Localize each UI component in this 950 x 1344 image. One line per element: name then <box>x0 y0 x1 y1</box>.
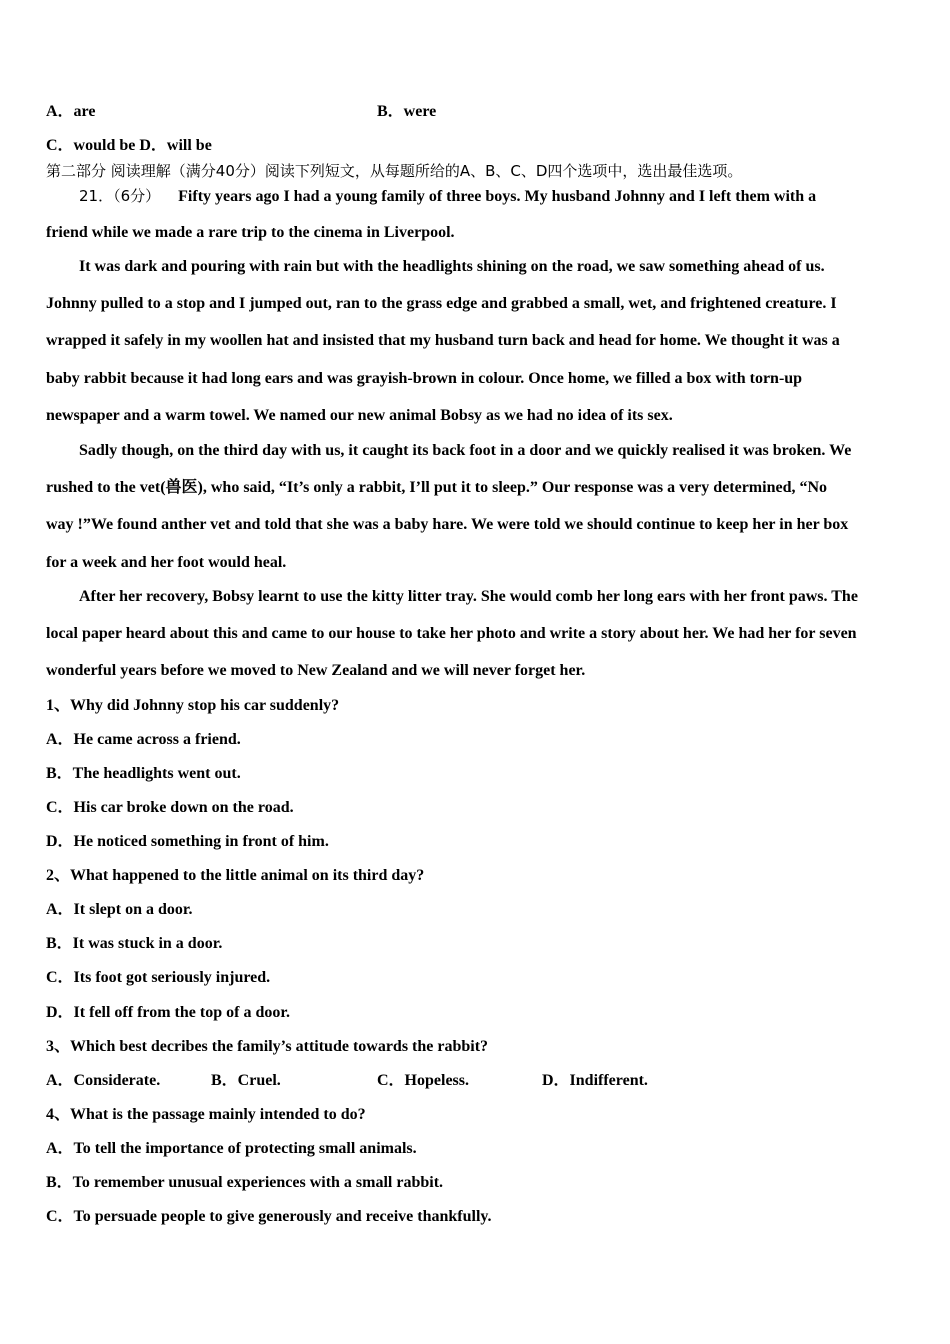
passage-paragraph-1-line-2: friend while we made a rare trip to the cinema in Liverpool. <box>46 224 455 241</box>
question-2-option-c: C．Its foot got seriously injured. <box>46 969 271 986</box>
question-3-stem: 3、Which best decribes the family’s attitude towards the rabbit? <box>46 1038 489 1055</box>
question-2-stem: 2、What happened to the little animal on its third day? <box>46 867 425 884</box>
passage-paragraph-2-line-2: Johnny pulled to a stop and I jumped out, ran to the grass edge and grabbed a small, wet, and frightened creature. I <box>46 295 837 312</box>
passage-paragraph-2-line-1: It was dark and pouring with rain but with the headlights shining on the road, we saw something ahead of us. <box>79 258 825 275</box>
question-1-option-d: D．He noticed something in front of him. <box>46 833 329 850</box>
passage-paragraph-2-line-4: baby rabbit because it had long ears and was grayish-brown in colour. Once home, we filled a box with torn-up <box>46 370 803 387</box>
passage-paragraph-3-line-3: way !”We found anther vet and told that she was a baby hare. We were told we should continue to keep her in her box <box>46 516 849 533</box>
passage-paragraph-4-line-2: local paper heard about this and came to our house to take her photo and write a story about her. We had her for seven <box>46 625 857 642</box>
question-2-option-b: B．It was stuck in a door. <box>46 935 223 952</box>
passage-paragraph-4-line-1: After her recovery, Bobsy learnt to use the kitty litter tray. She would comb her long ears with her front paws. The <box>79 588 858 605</box>
question-4-option-c: C．To persuade people to give generously and receive thankfully. <box>46 1208 492 1225</box>
question-3-option-c: C．Hopeless. <box>377 1072 470 1089</box>
passage-paragraph-3-line-2: rushed to the vet(兽医), who said, “It’s only a rabbit, I’ll put it to sleep.” Our response was a very determined, “No <box>46 479 828 496</box>
question-1-option-c: C．His car broke down on the road. <box>46 799 294 816</box>
passage-paragraph-3-line-1: Sadly though, on the third day with us, it caught its back foot in a door and we quickly realised it was broken. We <box>79 442 852 459</box>
question-4-stem: 4、What is the passage mainly intended to do? <box>46 1106 366 1123</box>
passage-paragraph-1-line-1 <box>46 186 904 207</box>
question-1-option-b: B．The headlights went out. <box>46 765 241 782</box>
question-4-option-b: B．To remember unusual experiences with a small rabbit. <box>46 1174 444 1191</box>
question-4-option-a: A．To tell the importance of protecting small animals. <box>46 1140 417 1157</box>
question-1-option-a: A．He came across a friend. <box>46 731 241 748</box>
passage-paragraph-2-line-5: newspaper and a warm towel. We named our new animal Bobsy as we had no idea of its sex. <box>46 407 673 424</box>
option-cd: C．would be D．will be <box>46 137 212 154</box>
option-a-are: A．are <box>46 103 96 120</box>
passage-paragraph-3-line-4: for a week and her foot would heal. <box>46 554 287 571</box>
passage-text: Fifty years ago I had a young family of three boys. My husband Johnny and I left them with a <box>178 188 817 205</box>
question-1-stem: 1、Why did Johnny stop his car suddenly? <box>46 697 340 714</box>
question-2-option-a: A．It slept on a door. <box>46 901 193 918</box>
question-3-option-a: A．Considerate. <box>46 1072 161 1089</box>
option-b-were: B．were <box>377 103 437 120</box>
passage-paragraph-4-line-3: wonderful years before we moved to New Zealand and we will never forget her. <box>46 662 586 679</box>
question-2-option-d: D．It fell off from the top of a door. <box>46 1004 290 1021</box>
question-number: 21．（6分） <box>79 187 161 205</box>
question-3-option-d: D．Indifferent. <box>542 1072 648 1089</box>
question-3-option-b: B．Cruel. <box>211 1072 281 1089</box>
section-header: 第二部分 阅读理解（满分40分）阅读下列短文，从每题所给的A、B、C、D四个选项中，选出最佳选项。 <box>46 162 743 180</box>
passage-paragraph-2-line-3: wrapped it safely in my woollen hat and insisted that my husband turn back and head for home. We thought it was a <box>46 332 840 349</box>
